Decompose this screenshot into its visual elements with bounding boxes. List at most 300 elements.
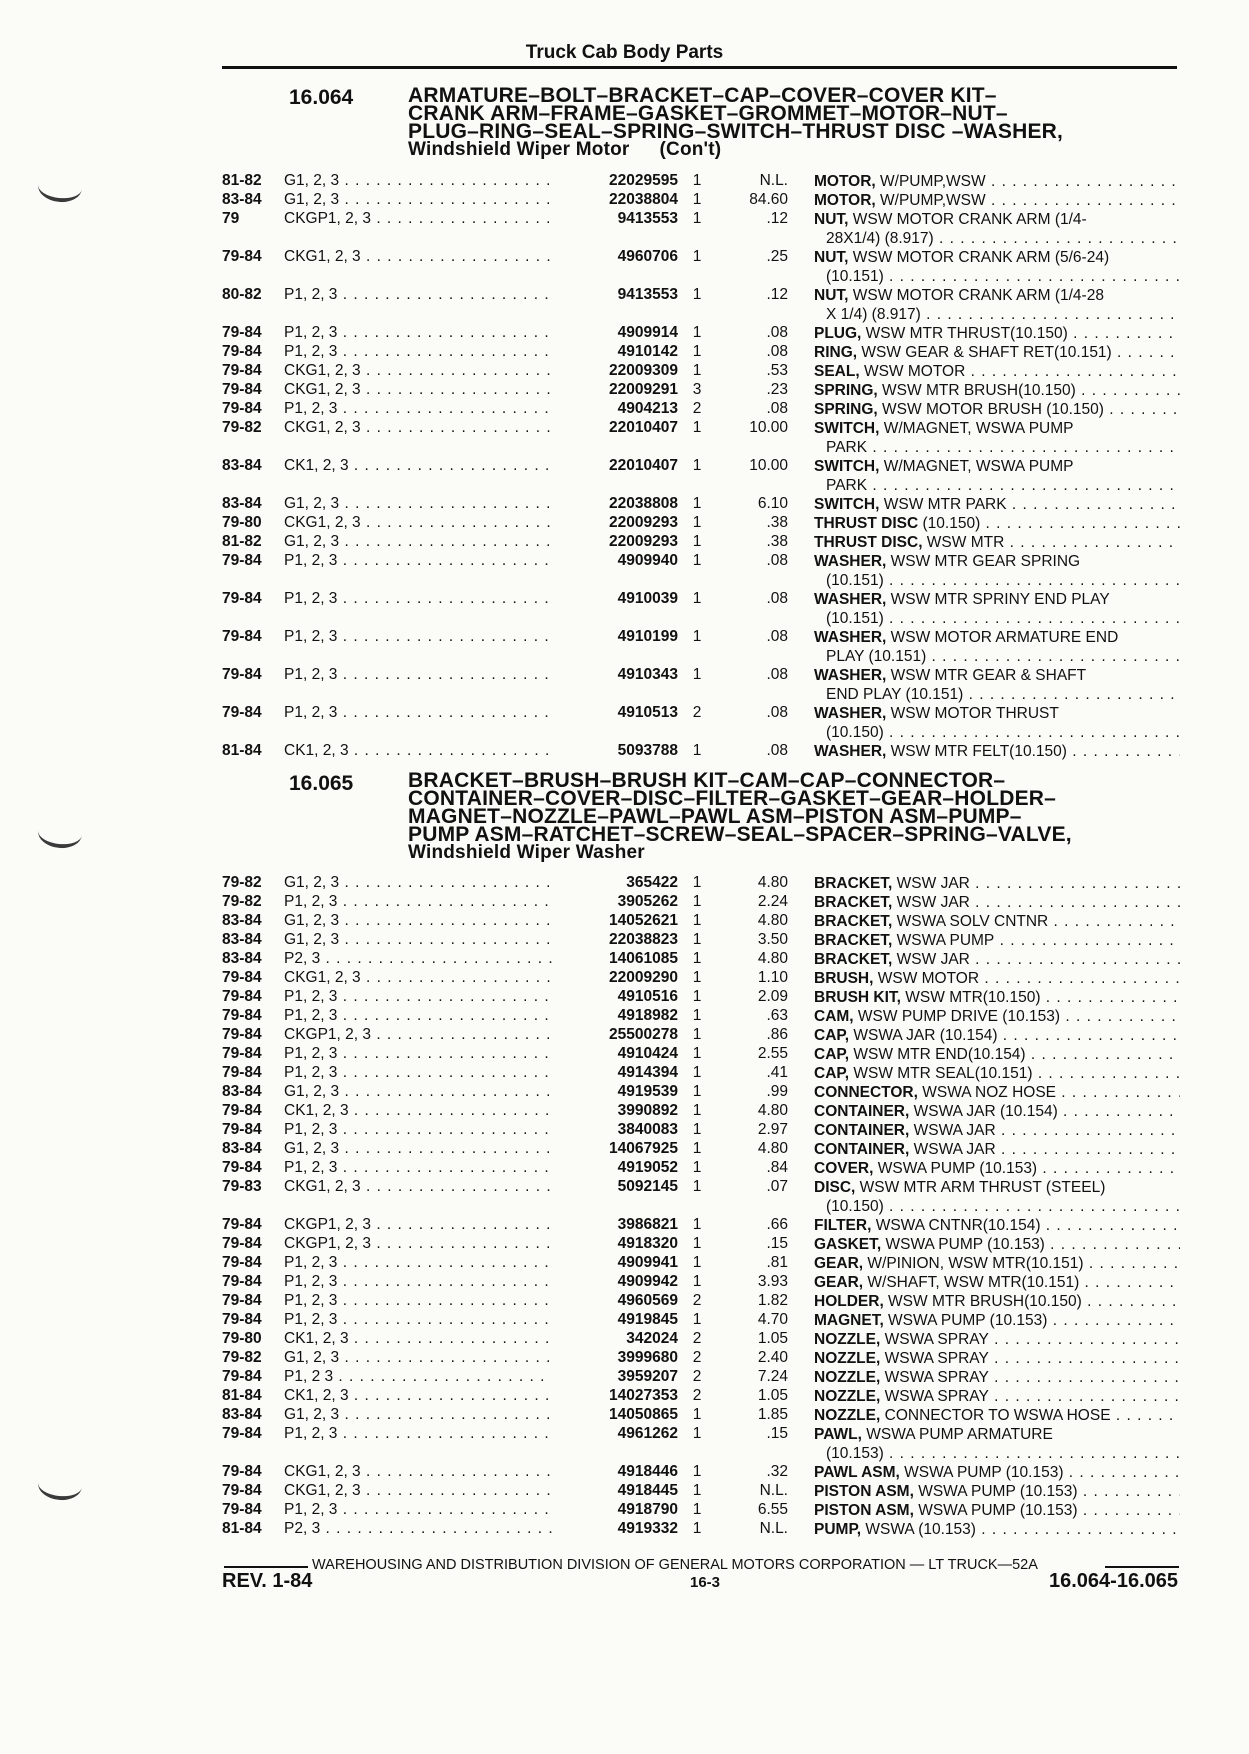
list-price: .08 (766, 343, 788, 360)
part-description (814, 912, 1180, 931)
description-continuation: (10.151) . . . (814, 609, 1180, 628)
part-name: HOLDER, (814, 1293, 884, 1310)
section-subtitle: Windshield Wiper Washer (408, 842, 645, 863)
part-number: 4919845 (617, 1311, 678, 1328)
part-detail: WSW MTR GEAR & SHAFT (886, 667, 1087, 684)
list-price: 1.10 (757, 969, 788, 986)
part-number: 4910516 (617, 988, 678, 1005)
model-series: P1, 2, 3 . . . (284, 1425, 552, 1443)
part-number: 14050865 (609, 1406, 678, 1423)
model-years: 79-84 (222, 400, 262, 417)
part-number: 4918982 (617, 1007, 678, 1024)
quantity: 1 (692, 874, 702, 891)
table-row (222, 343, 1180, 362)
table-row (222, 874, 1180, 893)
description-line (814, 1501, 1180, 1520)
part-detail: WSW MOTOR (859, 363, 966, 380)
quantity: 1 (692, 1026, 702, 1043)
model-series: G1, 2, 3 . . . (284, 1349, 552, 1367)
part-name: DISC, (814, 1179, 856, 1196)
model-series: CK1, 2, 3 . . . (284, 1330, 552, 1348)
part-description (814, 514, 1180, 533)
table-row (222, 381, 1180, 400)
part-name: NOZZLE, (814, 1388, 881, 1405)
description-continuation: END PLAY (10.151) . . . (814, 685, 1180, 704)
description-line (814, 1368, 1180, 1387)
list-price: 4.80 (757, 1102, 788, 1119)
part-number: 4910142 (617, 343, 678, 360)
binder-hole-mark (37, 816, 84, 850)
part-name: BRUSH KIT, (814, 989, 901, 1006)
description-line (814, 248, 1180, 267)
model-series: CKGP1, 2, 3 . . . (284, 210, 552, 228)
list-price: .15 (766, 1235, 788, 1252)
part-name: MOTOR, (814, 173, 876, 190)
list-price: .08 (766, 704, 788, 721)
part-detail: WSW MTR SEAL(10.151) (849, 1065, 1033, 1082)
section-title-line: CRANK ARM–FRAME–GASKET–GROMMET–MOTOR–NUT– (408, 102, 1008, 125)
footer-page-number: 16-3 (690, 1574, 721, 1591)
part-description (814, 248, 1180, 286)
quantity: 1 (692, 950, 702, 967)
model-years: 79-84 (222, 381, 262, 398)
model-years: 79-84 (222, 1482, 262, 1499)
model-years: 83-84 (222, 950, 262, 967)
list-price: 84.60 (749, 191, 788, 208)
list-price: .66 (766, 1216, 788, 1233)
model-series: CKG1, 2, 3 . . . (284, 1482, 552, 1500)
part-description (814, 628, 1180, 666)
part-detail: WSW MTR ARM THRUST (STEEL) (855, 1179, 1106, 1196)
quantity: 2 (692, 704, 702, 721)
part-number: 4960569 (617, 1292, 678, 1309)
quantity: 1 (692, 1083, 702, 1100)
quantity: 1 (692, 1520, 702, 1537)
part-detail: CONNECTOR TO WSWA HOSE (880, 1407, 1111, 1424)
part-number: 4918790 (617, 1501, 678, 1518)
model-series: P1, 2, 3 . . . (284, 1045, 552, 1063)
part-name: NOZZLE, (814, 1331, 881, 1348)
quantity: 1 (692, 457, 702, 474)
model-series: P1, 2, 3 . . . (284, 286, 552, 304)
part-detail: WSW MTR FELT(10.150) (886, 743, 1067, 760)
part-name: GEAR, (814, 1274, 864, 1291)
part-description (814, 1026, 1180, 1045)
part-name: SEAL, (814, 363, 860, 380)
part-description (814, 1007, 1180, 1026)
table-row (222, 1083, 1180, 1102)
part-description (814, 1045, 1180, 1064)
model-years: 81-82 (222, 533, 262, 550)
model-series: P1, 2, 3 . . . (284, 552, 552, 570)
part-description (814, 210, 1180, 248)
part-name: CAP, (814, 1027, 850, 1044)
table-row (222, 1216, 1180, 1235)
part-number: 22010407 (609, 457, 678, 474)
table-row (222, 1311, 1180, 1330)
table-row (222, 1178, 1180, 1216)
part-detail: WSWA JAR (909, 1141, 996, 1158)
table-row (222, 514, 1180, 533)
part-description (814, 1083, 1180, 1102)
table-row (222, 742, 1180, 761)
part-description (814, 362, 1180, 381)
part-description (814, 1368, 1180, 1387)
part-description (814, 1159, 1180, 1178)
part-number: 4909940 (617, 552, 678, 569)
part-detail: WSW MOTOR CRANK ARM (1/4- (848, 211, 1087, 228)
description-line (814, 1254, 1180, 1273)
part-description (814, 666, 1180, 704)
model-series: P1, 2, 3 . . . (284, 628, 552, 646)
description-line (814, 969, 1180, 988)
part-name: NUT, (814, 287, 849, 304)
part-detail: WSW JAR (892, 951, 970, 968)
quantity: 1 (692, 419, 702, 436)
list-price: 4.80 (757, 1140, 788, 1157)
model-series: P1, 2, 3 . . . (284, 1311, 552, 1329)
description-line (814, 172, 1180, 191)
quantity: 1 (692, 514, 702, 531)
description-line (814, 1235, 1180, 1254)
model-series: P1, 2, 3 . . . (284, 1273, 552, 1291)
part-description (814, 874, 1180, 893)
part-detail: W/PUMP,WSW (875, 192, 986, 209)
part-name: NOZZLE, (814, 1350, 881, 1367)
part-detail: W/MAGNET, WSWA PUMP (879, 420, 1074, 437)
part-description (814, 191, 1180, 210)
model-years: 79-84 (222, 1102, 262, 1119)
footer-section-range: 16.064-16.065 (1048, 1570, 1178, 1592)
description-line (814, 1216, 1180, 1235)
model-years: 81-82 (222, 172, 262, 189)
part-name: PISTON ASM, (814, 1502, 914, 1519)
description-line (814, 362, 1180, 381)
model-series: CK1, 2, 3 . . . (284, 457, 552, 475)
part-number: 4910343 (617, 666, 678, 683)
part-name: NOZZLE, (814, 1369, 881, 1386)
model-series: P1, 2, 3 . . . (284, 1159, 552, 1177)
part-detail: WSW MOTOR CRANK ARM (5/6-24) (848, 249, 1110, 266)
part-detail: WSW MTR GEAR SPRING (886, 553, 1081, 570)
part-name: CONTAINER, (814, 1141, 910, 1158)
model-years: 79-82 (222, 1349, 262, 1366)
list-price: 10.00 (749, 457, 788, 474)
part-name: CAP, (814, 1065, 850, 1082)
quantity: 1 (692, 628, 702, 645)
part-description (814, 495, 1180, 514)
description-continuation: PLAY (10.151) . . . (814, 647, 1180, 666)
model-series: P1, 2, 3 . . . (284, 324, 552, 342)
part-name: WASHER, (814, 553, 887, 570)
description-continuation: (10.151) . . . (814, 571, 1180, 590)
part-description (814, 419, 1180, 457)
part-description (814, 1482, 1180, 1501)
part-name: PAWL, (814, 1426, 862, 1443)
model-series: P1, 2, 3 . . . (284, 343, 552, 361)
list-price: 3.93 (757, 1273, 788, 1290)
model-years: 79-82 (222, 874, 262, 891)
table-row (222, 988, 1180, 1007)
part-detail: WSW MOTOR (873, 970, 980, 987)
part-description (814, 1273, 1180, 1292)
part-number: 342024 (626, 1330, 678, 1347)
part-number: 4918446 (617, 1463, 678, 1480)
part-number: 25500278 (609, 1026, 678, 1043)
table-row (222, 590, 1180, 628)
description-line (814, 1292, 1180, 1311)
description-continuation: (10.153) . . . (814, 1444, 1180, 1463)
part-detail: WSWA SPRAY (880, 1388, 989, 1405)
section-title-line: MAGNET–NOZZLE–PAWL–PAWL ASM–PISTON ASM–PUMP– (408, 805, 1022, 828)
part-description (814, 1121, 1180, 1140)
quantity: 1 (692, 1102, 702, 1119)
list-price: N.L. (759, 172, 788, 189)
description-continuation: (10.150) . . . (814, 723, 1180, 742)
quantity: 1 (692, 1273, 702, 1290)
quantity: 1 (692, 1178, 702, 1195)
part-detail: WSWA PUMP (10.153) (883, 1312, 1048, 1329)
part-detail: WSWA SPRAY (880, 1331, 989, 1348)
quantity: 1 (692, 1235, 702, 1252)
description-line (814, 400, 1180, 419)
model-years: 79-84 (222, 552, 262, 569)
quantity: 1 (692, 931, 702, 948)
model-series: P2, 3 . . . (284, 1520, 552, 1538)
description-line (814, 495, 1180, 514)
part-detail: WSWA PUMP ARMATURE (861, 1426, 1053, 1443)
part-description (814, 1425, 1180, 1463)
part-description (814, 172, 1180, 191)
part-detail: WSWA SPRAY (880, 1350, 989, 1367)
part-number: 4904213 (617, 400, 678, 417)
part-name: THRUST DISC, (814, 534, 923, 551)
description-line (814, 742, 1180, 761)
part-detail: WSWA PUMP (10.153) (913, 1502, 1078, 1519)
model-years: 81-84 (222, 742, 262, 759)
quantity: 1 (692, 1007, 702, 1024)
model-series: G1, 2, 3 . . . (284, 172, 552, 190)
part-number: 4919332 (617, 1520, 678, 1537)
description-line (814, 704, 1180, 723)
part-number: 22038804 (609, 191, 678, 208)
list-price: .08 (766, 742, 788, 759)
part-description (814, 1406, 1180, 1425)
list-price: .84 (766, 1159, 788, 1176)
part-number: 4910039 (617, 590, 678, 607)
quantity: 1 (692, 210, 702, 227)
part-description (814, 931, 1180, 950)
part-description (814, 1254, 1180, 1273)
part-detail: WSW MTR PARK (879, 496, 1007, 513)
part-number: 5092145 (617, 1178, 678, 1195)
quantity: 1 (692, 1064, 702, 1081)
description-line (814, 1463, 1180, 1482)
quantity: 1 (692, 1216, 702, 1233)
part-number: 4914394 (617, 1064, 678, 1081)
description-line (814, 1482, 1180, 1501)
part-description (814, 324, 1180, 343)
description-line (814, 343, 1180, 362)
description-line (814, 1064, 1180, 1083)
model-years: 83-84 (222, 457, 262, 474)
description-line (814, 210, 1180, 229)
part-name: PAWL ASM, (814, 1464, 900, 1481)
part-number: 365422 (626, 874, 678, 891)
part-description (814, 590, 1180, 628)
part-number: 14067925 (609, 1140, 678, 1157)
list-price: 4.80 (757, 912, 788, 929)
list-price: 1.05 (757, 1387, 788, 1404)
part-number: 22029595 (609, 172, 678, 189)
list-price: .38 (766, 514, 788, 531)
part-detail: WSWA PUMP (10.153) (873, 1160, 1038, 1177)
part-detail: WSWA JAR (10.154) (849, 1027, 998, 1044)
part-description (814, 1387, 1180, 1406)
part-detail: WSW MOTOR ARMATURE END (886, 629, 1119, 646)
part-number: 4919539 (617, 1083, 678, 1100)
quantity: 1 (692, 191, 702, 208)
description-line (814, 1520, 1180, 1539)
part-description (814, 381, 1180, 400)
description-continuation: (10.151) . . . (814, 267, 1180, 286)
model-series: P1, 2 3 . . . (284, 1368, 552, 1386)
list-price: .08 (766, 552, 788, 569)
table-row (222, 1121, 1180, 1140)
part-detail: WSW MTR BRUSH(10.150) (877, 382, 1076, 399)
description-line (814, 1045, 1180, 1064)
part-description (814, 1463, 1180, 1482)
description-line (814, 1349, 1180, 1368)
list-price: 10.00 (749, 419, 788, 436)
quantity: 1 (692, 533, 702, 550)
model-years: 79-84 (222, 1292, 262, 1309)
list-price: .08 (766, 666, 788, 683)
table-row (222, 950, 1180, 969)
list-price: N.L. (759, 1520, 788, 1537)
description-continuation: 28X1/4) (8.917) . . . (814, 229, 1180, 248)
model-years: 79-84 (222, 324, 262, 341)
model-years: 79-84 (222, 969, 262, 986)
model-years: 79-84 (222, 704, 262, 721)
table-row (222, 969, 1180, 988)
part-description (814, 969, 1180, 988)
model-years: 79-84 (222, 1216, 262, 1233)
description-line (814, 1330, 1180, 1349)
part-name: BRACKET, (814, 894, 893, 911)
part-detail: WSWA PUMP (892, 932, 995, 949)
model-years: 79-84 (222, 1311, 262, 1328)
part-number: 4961262 (617, 1425, 678, 1442)
table-row (222, 1368, 1180, 1387)
model-series: G1, 2, 3 . . . (284, 191, 552, 209)
table-row (222, 324, 1180, 343)
table-row (222, 1387, 1180, 1406)
part-name: SWITCH, (814, 420, 880, 437)
quantity: 1 (692, 912, 702, 929)
part-description (814, 1064, 1180, 1083)
description-line (814, 1102, 1180, 1121)
model-series: P1, 2, 3 . . . (284, 400, 552, 418)
table-row (222, 457, 1180, 495)
part-number: 22009290 (609, 969, 678, 986)
quantity: 1 (692, 1425, 702, 1442)
quantity: 2 (692, 1368, 702, 1385)
part-name: GEAR, (814, 1255, 864, 1272)
part-name: PLUG, (814, 325, 862, 342)
table-row (222, 1520, 1180, 1539)
description-line (814, 191, 1180, 210)
model-years: 79-84 (222, 1425, 262, 1442)
description-line (814, 419, 1180, 438)
part-number: 4910199 (617, 628, 678, 645)
part-detail: WSW MOTOR THRUST (886, 705, 1059, 722)
list-price: .38 (766, 533, 788, 550)
part-name: NUT, (814, 211, 849, 228)
model-years: 79-84 (222, 1045, 262, 1062)
list-price: .07 (766, 1178, 788, 1195)
description-line (814, 1425, 1180, 1444)
parts-table (222, 874, 1180, 1539)
model-series: P1, 2, 3 . . . (284, 988, 552, 1006)
quantity: 1 (692, 1045, 702, 1062)
part-description (814, 1292, 1180, 1311)
part-description (814, 950, 1180, 969)
model-series: CKG1, 2, 3 . . . (284, 362, 552, 380)
section-title-line: PLUG–RING–SEAL–SPRING–SWITCH–THRUST DISC –WASHER, (408, 120, 1064, 143)
list-price: 2.24 (757, 893, 788, 910)
quantity: 1 (692, 1159, 702, 1176)
part-number: 4918320 (617, 1235, 678, 1252)
quantity: 1 (692, 1463, 702, 1480)
table-row (222, 1330, 1180, 1349)
part-name: THRUST DISC (814, 515, 919, 532)
part-name: CONNECTOR, (814, 1084, 918, 1101)
section-title-line: CONTAINER–COVER–DISC–FILTER–GASKET–GEAR–HOLDER– (408, 787, 1057, 810)
part-detail: WSW MOTOR BRUSH (10.150) (877, 401, 1104, 418)
footer-revision: REV. 1-84 (222, 1570, 313, 1592)
description-continuation: PARK . . . (814, 438, 1180, 457)
part-number: 22038823 (609, 931, 678, 948)
part-description (814, 1178, 1180, 1216)
part-detail: WSW PUMP DRIVE (10.153) (853, 1008, 1061, 1025)
list-price: .53 (766, 362, 788, 379)
table-row (222, 533, 1180, 552)
part-number: 22009291 (609, 381, 678, 398)
part-name: COVER, (814, 1160, 874, 1177)
description-line (814, 457, 1180, 476)
description-line (814, 286, 1180, 305)
description-line (814, 1406, 1180, 1425)
model-series: CKG1, 2, 3 . . . (284, 969, 552, 987)
table-row (222, 286, 1180, 324)
continued-label: (Con't) (659, 139, 722, 160)
table-row (222, 1140, 1180, 1159)
model-years: 79-84 (222, 1007, 262, 1024)
quantity: 1 (692, 893, 702, 910)
part-number: 22009309 (609, 362, 678, 379)
part-name: WASHER, (814, 743, 887, 760)
part-detail: WSW MTR(10.150) (900, 989, 1041, 1006)
quantity: 1 (692, 1501, 702, 1518)
part-number: 4909941 (617, 1254, 678, 1271)
part-detail: WSWA SOLV CNTNR (892, 913, 1049, 930)
list-price: N.L. (759, 1482, 788, 1499)
list-price: .81 (766, 1254, 788, 1271)
part-detail: WSW JAR (892, 875, 970, 892)
part-number: 22038808 (609, 495, 678, 512)
part-detail: W/PUMP,WSW (875, 173, 986, 190)
